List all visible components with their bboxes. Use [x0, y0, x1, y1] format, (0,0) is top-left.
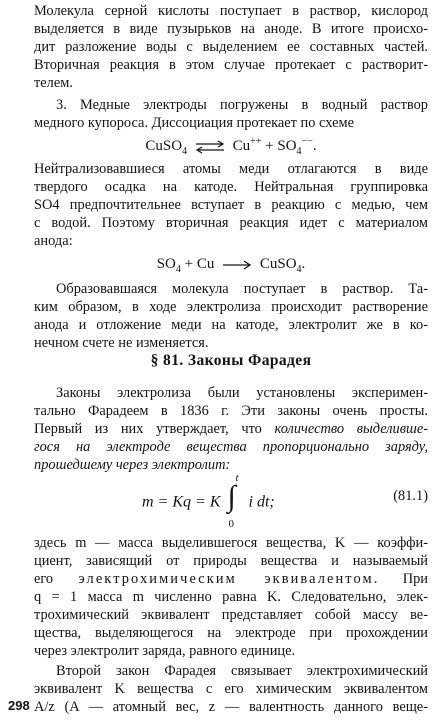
equation-number: (81.1)	[393, 488, 428, 504]
text-line: тально Фарадеем в 1836 г. Эти законы очень просты.	[34, 403, 428, 419]
text-line: прошедшему через электролит:	[34, 457, 231, 473]
formula-lhs: m = Kq = K	[142, 493, 225, 511]
equilibrium-arrows-icon	[195, 140, 225, 154]
eq-end: .	[301, 256, 306, 272]
eq-plus: + Cu	[180, 256, 219, 272]
faraday-first-law-formula	[34, 470, 428, 528]
eq-end: .	[312, 138, 317, 154]
eq-term: SO	[156, 256, 176, 272]
formula-integrand: i dt;	[248, 493, 275, 511]
text-line: Законы электролиза были установлены эксперимен-	[56, 385, 428, 401]
text-line: анода и отложение меди на катоде, электролит же в ко-	[34, 317, 428, 333]
text-line: с водой. Поэтому вторичная реакция идет с материалом	[34, 215, 428, 231]
section-heading: § 81. Законы Фарадея	[150, 352, 312, 369]
integral-sign	[227, 472, 243, 530]
eq-sub: 4	[175, 264, 181, 275]
text-line: q = 1 масса m численно равна K. Следовательно, элек-	[34, 589, 428, 605]
right-arrow-icon	[222, 258, 252, 272]
text-line: телем.	[34, 75, 73, 91]
text-line: трохимический эквивалент представляет собой массу ве-	[34, 607, 428, 623]
text-line: выделяется в виде пузырьков на аноде. В итоге происхо-	[34, 21, 428, 37]
text-line: циент, зависящий от природы вещества и называемый	[34, 553, 428, 569]
text-line: Нейтрализовавшиеся атомы меди отлагаются в виде	[34, 161, 428, 177]
eq-term: SO	[277, 138, 297, 154]
text-span: его	[34, 571, 79, 587]
eq-plus: +	[261, 138, 278, 154]
eq-sup: ++	[250, 136, 262, 147]
integral-upper-limit: t	[235, 472, 239, 484]
secondary-reaction-equation	[34, 254, 428, 274]
text-line: твердого осадка на катоде. Нейтральная группировка	[34, 179, 428, 195]
italic-span: количество выделивше-	[274, 421, 429, 437]
text-line: здесь m — масса выделившегося вещества, K — коэффи-	[34, 535, 428, 551]
page-number: 298	[8, 698, 30, 713]
integral-lower-limit: 0	[228, 518, 234, 530]
text-span: . При	[373, 571, 428, 587]
text-line: Молекула серной кислоты поступает в раствор, кислород	[34, 3, 428, 19]
text-line: нечном счете не изменяется.	[34, 335, 209, 351]
eq-sup: −−	[301, 136, 313, 147]
eq-term: Cu	[232, 138, 251, 154]
text-line: эквивалент K вещества с его химическим эквивалентом	[34, 681, 428, 697]
formula-main	[142, 472, 275, 530]
eq-sub: 4	[296, 264, 302, 275]
text-line	[34, 570, 428, 588]
dissociation-equation	[34, 136, 428, 156]
text-line: медного купороса. Диссоциация протекает по схеме	[34, 115, 354, 131]
text-line: ким образом, в ходе электролиза происходит растворение	[34, 299, 428, 315]
text-line: A/z (A — атомный вес, z — валентность данного веще-	[34, 699, 428, 715]
text-line: щества, выделяющегося на электроде при прохождении	[34, 625, 428, 641]
text-line: SO4 предпочтительнее вступает в реакцию с медью, чем	[34, 197, 428, 213]
text-line	[34, 420, 428, 438]
text-line: дит разложение воды с выделением ее составных частей.	[34, 39, 428, 55]
integral-glyph: ∫	[227, 480, 236, 513]
text-line: анода:	[34, 233, 73, 249]
eq-sub: 4	[182, 146, 188, 157]
text-line: Образовавшаяся молекула поступает в раствор. Та-	[56, 281, 428, 297]
text-span: Первый из них утверждает, что	[34, 421, 275, 437]
eq-sub: 4	[296, 146, 302, 157]
text-line: гося на электроде вещества пропорционально заряду,	[34, 439, 428, 455]
text-line: 3. Медные электроды погружены в водный раствор	[56, 97, 428, 113]
text-line: через электролит заряда, равного единице.	[34, 643, 296, 659]
eq-term: CuSO	[145, 138, 183, 154]
eq-term: CuSO	[259, 256, 297, 272]
text-line: Вторичная реакция в этом случае протекает с растворит-	[34, 57, 428, 73]
text-line: Второй закон Фарадея связывает электрохимический	[56, 663, 428, 679]
spaced-term: электрохимическим эквивалентом	[78, 571, 374, 587]
